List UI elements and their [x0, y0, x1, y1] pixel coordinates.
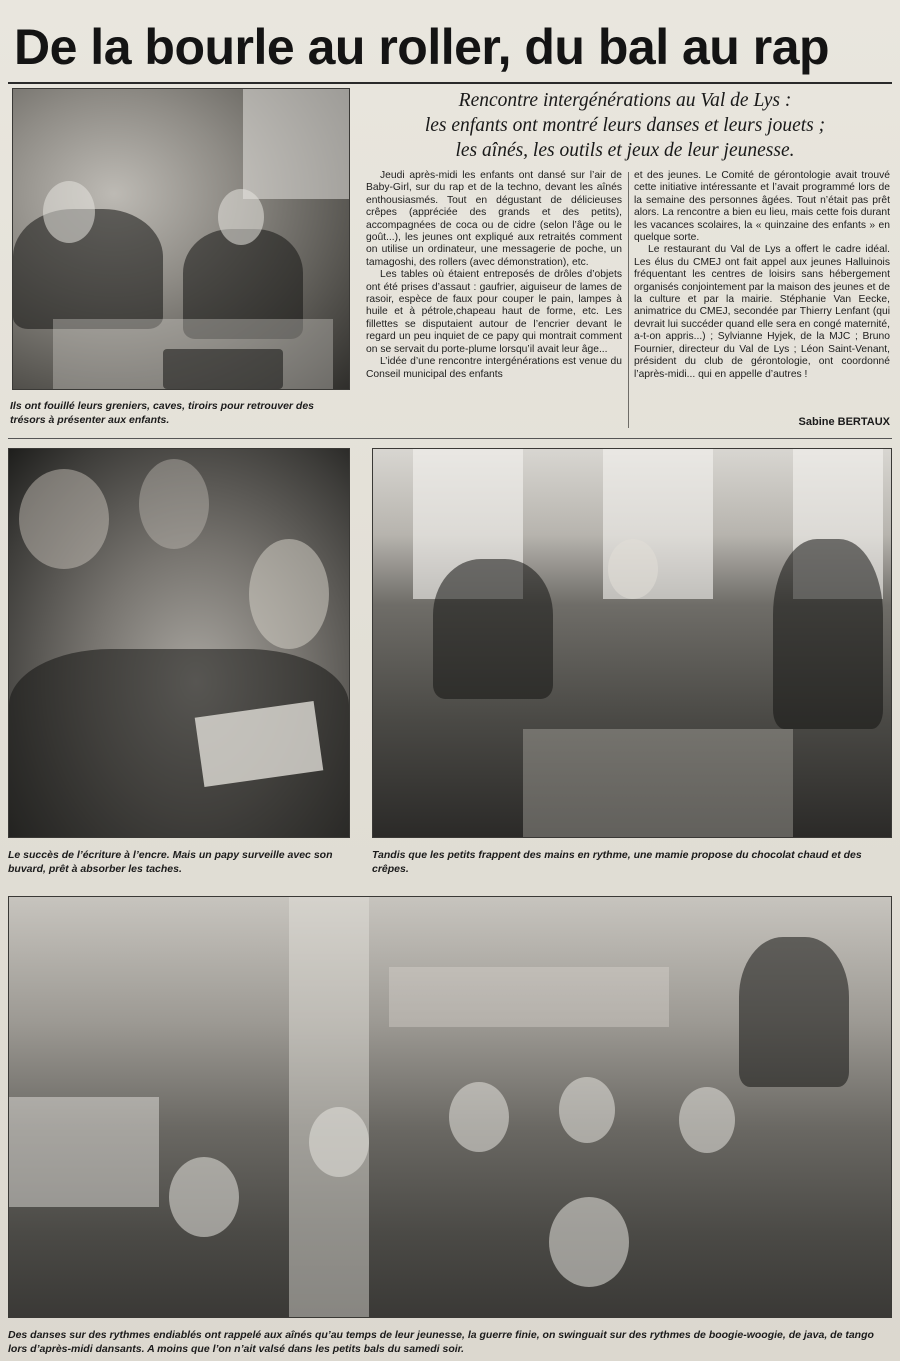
article-paragraph: L’idée d’une rencontre intergénérations est venue du Conseil municipal des enfants [366, 356, 622, 380]
article-paragraph: Le restaurant du Val de Lys a offert le cadre idéal. Les élus du CMEJ ont fait appel aux jeunes Halluinois fréquentant les centres de loisirs sans hébergement organisés conjointement par la maison des jeunes et de la culture et par la mairie. Stéphanie Van Eecke, animatrice du CMEJ, secondée par Thierry Lenfant (qui devrait lui succéder quand elle sera en congé maternité, a-t-on appris...) ; Sylvianne Hyjek, de la MJC ; Bruno Fournier, directeur du Val de Lys ; Léon Saint-Venant, président du club de gérontologie, ont coordonné l’après-midi... qui en appelle d’autres ! [634, 244, 890, 380]
deck-line-1: Rencontre intergénérations au Val de Lys : [458, 90, 792, 111]
article-paragraph: Jeudi après-midi les enfants ont dansé sur l’air de Baby-Girl, sur du rap et de la techno, devant les aînés enthousiasmés. Tout en dégustant de délicieuses crêpes (appréciée des grands et des petits), accompagnées de coca ou de cidre (selon l’âge ou le goût...), les jeunes ont expliqué aux retraités comment on utilise un ordinateur, une messagerie de poche, un tamagoshi, des rollers (avec démonstration), etc. [366, 170, 622, 268]
photo-mamie-chocolate [372, 448, 892, 838]
byline: Sabine BERTAUX [798, 416, 890, 428]
deck-line-3: les aînés, les outils et jeux de leur jeunesse. [455, 140, 795, 161]
caption-photo-4: Des danses sur des rythmes endiablés ont rappelé aux aînés qu’au temps de leur jeunesse, la guerre finie, on swinguait sur des rythmes de boogie-woogie, de java, de tango lors d’après-midi dansants. A moins que l’on n’ait valsé dans les petits bals du samedi soir. [8, 1329, 874, 1355]
caption-photo-2: Le succès de l’écriture à l’encre. Mais un papy surveille avec son buvard, prêt à absorber les taches. [8, 849, 333, 875]
column-divider [628, 172, 629, 428]
caption-photo-3: Tandis que les petits frappent des mains en rythme, une mamie propose du chocolat chaud et des crêpes. [372, 849, 862, 875]
deck-line-2: les enfants ont montré leurs danses et leurs jouets ; [424, 115, 826, 136]
article-column-2 [634, 170, 890, 381]
article-column-1 [366, 170, 622, 381]
photo-elders-objects [12, 88, 350, 390]
photo-dance-hall [8, 896, 892, 1318]
photo-children-ink [8, 448, 350, 838]
caption-photo-1: Ils ont fouillé leurs greniers, caves, tiroirs pour retrouver des trésors à présenter aux enfants. [10, 400, 315, 426]
article-paragraph: et des jeunes. Le Comité de gérontologie avait trouvé cette initiative intéressante et l’avait programmé lors de la semaine des personnes âgées. Tout n’était pas prêt alors. La rencontre a bien eu lieu, mais cette fois durant les vacances scolaires, la « quinzaine des enfants » en quelque sorte. [634, 170, 890, 244]
article-paragraph: Les tables où étaient entreposés de drôles d’objets ont été prises d’assaut : gaufrier, aiguiseur de lames de rasoir, espèce de faux pour couper le pain, lampes à huile et à pétrole,chapeau haut de forme, etc. Les fillettes se disputaient autour de l’encrier devant le regard un peu inquiet de ce papy qui montrait comment on se servait du porte-plume lorsqu’il avait leur âge... [366, 269, 622, 355]
article-deck [360, 88, 890, 163]
section-rule [8, 438, 892, 439]
headline-rule [8, 82, 892, 84]
headline: De la bourle au roller, du bal au rap [14, 19, 830, 75]
